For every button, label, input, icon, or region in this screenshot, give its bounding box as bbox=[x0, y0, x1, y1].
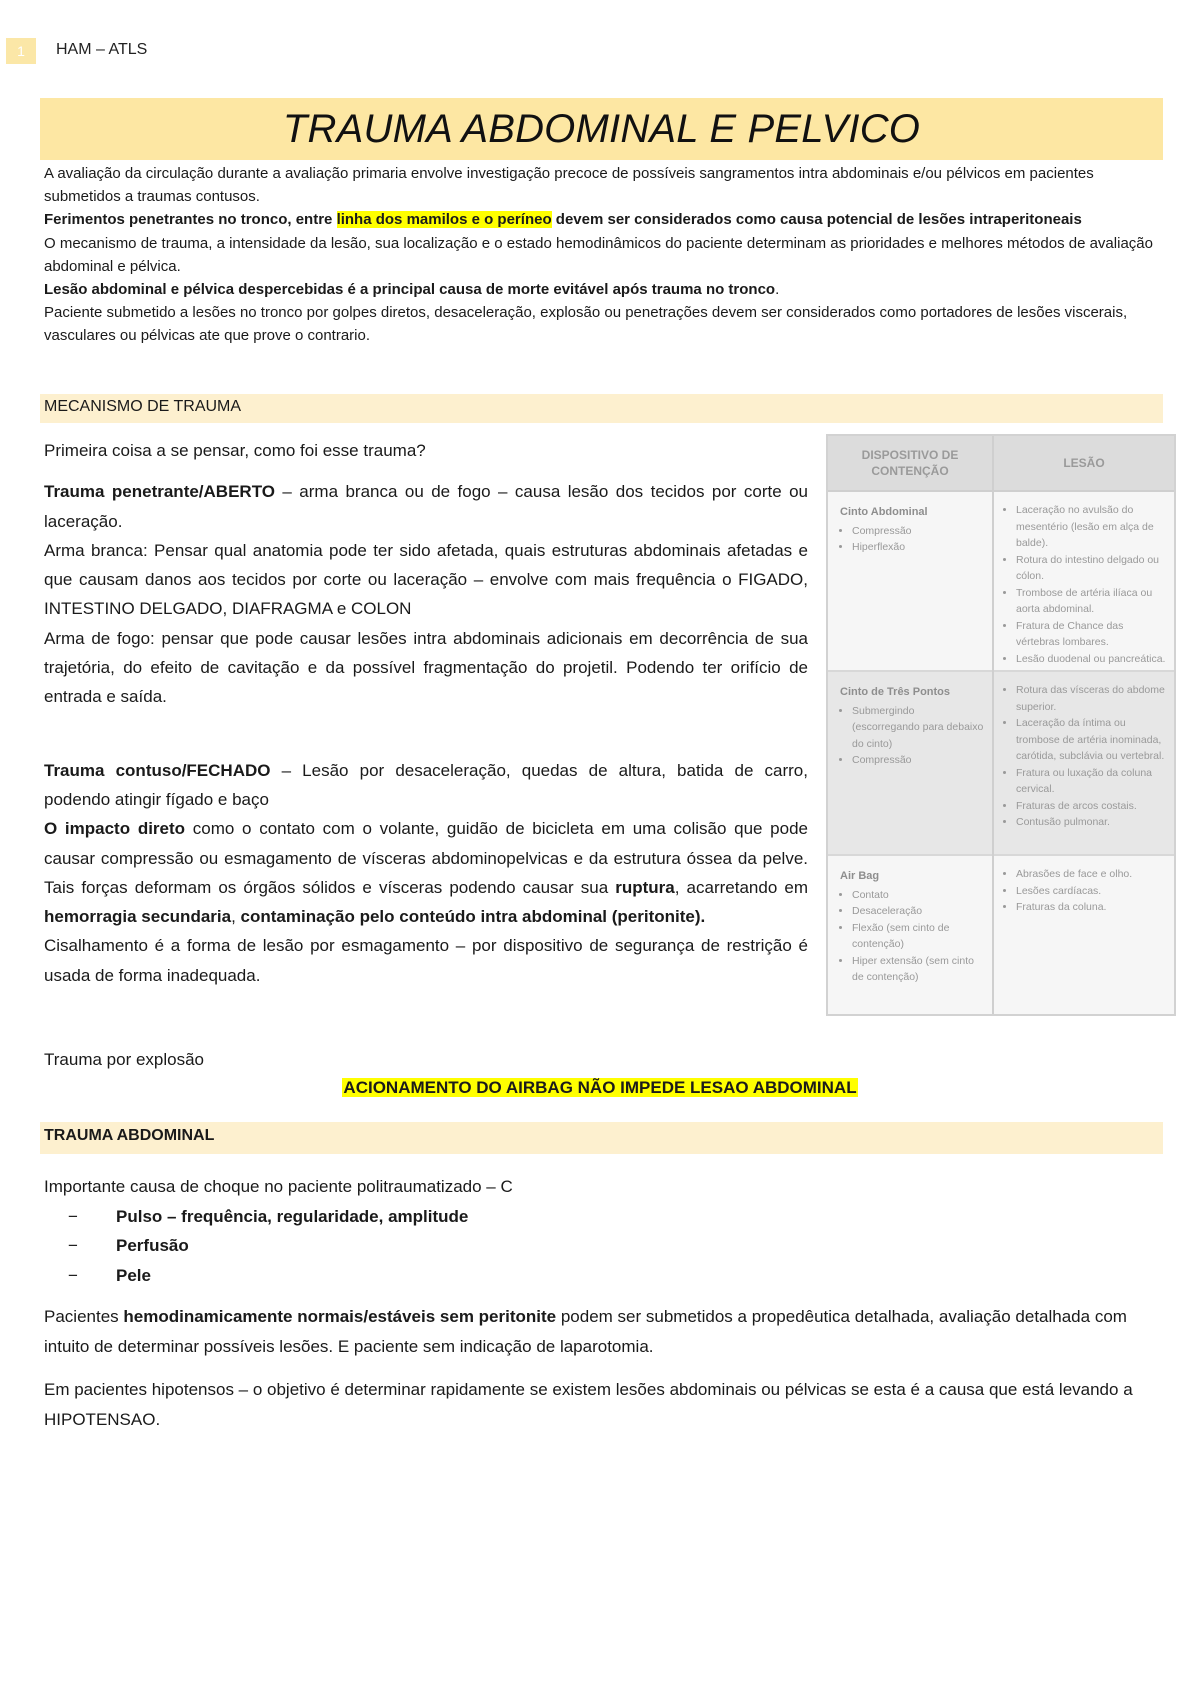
list-item: • Flexão (sem cinto de contenção) bbox=[852, 920, 984, 953]
penetrating-paragraph bbox=[44, 477, 808, 536]
list-item: • Lesões cardíacas. bbox=[1016, 883, 1170, 900]
mechanism-list bbox=[840, 887, 984, 986]
page-header bbox=[0, 38, 1200, 66]
list-item: • Contato bbox=[852, 887, 984, 904]
airbag-callout bbox=[0, 1078, 1200, 1098]
table-row bbox=[828, 672, 1174, 856]
document-title-bar bbox=[40, 98, 1163, 160]
penetrating-text: – arma branca ou de fogo – causa lesão dos tecidos por corte ou laceração. bbox=[44, 482, 808, 531]
list-item: • Hiper extensão (sem cinto de contenção) bbox=[852, 953, 984, 986]
list-item: • Fratura ou luxação da coluna cervical. bbox=[1016, 765, 1170, 798]
intro-p4-end: . bbox=[775, 281, 780, 299]
device-cell bbox=[840, 684, 984, 769]
section-heading-text: MECANISMO DE TRAUMA bbox=[44, 398, 242, 415]
intro-paragraph-3: O mecanismo de trauma, a intensidade da lesão, sua localização e o estado hemodinâmicos do paciente determinam as prioridades e melhores métodos de avaliação abdominal e pélvica. bbox=[44, 234, 1153, 275]
white-weapon-paragraph: Arma branca: Pensar qual anatomia pode ter sido afetada, quais estruturas abdominais afetadas e que causam danos aos tecidos por corte ou laceração – envolve com mais frequência o FIGADO, INTESTINO DELGADO, DIAFRAGMA e COLON bbox=[44, 540, 808, 619]
table-header-device: DISPOSITIVO DE CONTENÇÃO bbox=[861, 448, 959, 478]
hemorrhage-text: hemorragia secundaria bbox=[44, 907, 232, 927]
hypotensive-paragraph: Em pacientes hipotensos – o objetivo é determinar rapidamente se existem lesões abdominais ou pélvicas se esta é a causa que está levando a HIPOTENSAO. bbox=[44, 1380, 1133, 1429]
intro-paragraph-1: A avaliação da circulação durante a avaliação primaria envolve investigação precoce de possíveis sangramentos intra abdominais e/ou pélvicos em pacientes submetidos a traumas contusos. bbox=[44, 165, 1094, 206]
list-item: • Compressão bbox=[852, 752, 984, 769]
restraint-device-table bbox=[826, 434, 1176, 1016]
rupture-text: ruptura bbox=[615, 877, 675, 897]
table-row bbox=[828, 492, 1174, 672]
device-cell bbox=[840, 868, 984, 986]
firearm-paragraph: Arma de fogo: pensar que pode causar lesões intra abdominais adicionais em decorrência de sua trajetória, do efeito de cavitação e da possível fragmentação do projetil. Podendo ter orifício de entrada e saída. bbox=[44, 628, 808, 707]
table-row bbox=[828, 856, 1174, 1014]
dash-marker: − bbox=[68, 1206, 78, 1226]
explosion-text: Trauma por explosão bbox=[44, 1050, 205, 1069]
injury-cell bbox=[1004, 866, 1170, 916]
stable-text-start: Pacientes bbox=[44, 1307, 124, 1326]
document-title: TRAUMA ABDOMINAL E PELVICO bbox=[282, 107, 921, 151]
spacer bbox=[44, 712, 808, 756]
list-item: • Laceração no avulsão do mesentério (lesão em alça de balde). bbox=[1016, 502, 1170, 552]
table-header bbox=[828, 436, 1174, 492]
assessment-list bbox=[44, 1202, 1164, 1291]
intro-p2-end: devem ser considerados como causa potencial de lesões intraperitoneais bbox=[551, 211, 1082, 229]
abdominal-intro: Importante causa de choque no paciente politraumatizado – C bbox=[44, 1177, 513, 1196]
airbag-highlight: ACIONAMENTO DO AIRBAG NÃO IMPEDE LESAO ABDOMINAL bbox=[343, 1078, 857, 1097]
list-item: • Contusão pulmonar. bbox=[1016, 814, 1170, 831]
intro-p4-bold: Lesão abdominal e pélvica despercebidas é a principal causa de morte evitável após trauma no tronco bbox=[44, 281, 776, 299]
mechanism-section bbox=[44, 436, 808, 990]
list-item: • Fraturas de arcos costais. bbox=[1016, 798, 1170, 815]
section-heading-mechanism bbox=[40, 394, 1163, 423]
blunt-label: Trauma contuso/FECHADO bbox=[44, 760, 271, 780]
impact-comma-2: , bbox=[231, 907, 241, 927]
device-name: Air Bag bbox=[840, 870, 880, 882]
shear-paragraph: Cisalhamento é a forma de lesão por esmagamento – por dispositivo de segurança de restrição é usada de forma inadequada. bbox=[44, 936, 808, 985]
intro-section bbox=[44, 162, 1164, 348]
stable-patients-paragraph bbox=[44, 1302, 1164, 1361]
intro-paragraph-5: Paciente submetido a lesões no tronco por golpes diretos, desaceleração, explosão ou penetrações devem ser considerados como portadores de lesões viscerais, vasculares ou pélvicas ate que prove o contrario. bbox=[44, 304, 1128, 345]
impact-text: como o contato com o volante, guidão de bicicleta em uma colisão que pode causar compressão ou esmagamento de vísceras abdominopelvicas e da estrutura óssea da pelve. Tais forças deformam os órgãos sólidos e vísceras podendo causar sua bbox=[44, 819, 809, 897]
list-item bbox=[44, 1261, 1164, 1291]
contamination-text: contaminação pelo conteúdo intra abdominal (peritonite). bbox=[240, 907, 706, 927]
list-item: • Fratura de Chance das vértebras lombares. bbox=[1016, 618, 1170, 651]
injury-list bbox=[1004, 866, 1170, 916]
blunt-paragraph bbox=[44, 756, 808, 815]
list-item: • Trombose de artéria ilíaca ou aorta abdominal. bbox=[1016, 585, 1170, 618]
penetrating-label: Trauma penetrante/ABERTO bbox=[44, 482, 275, 502]
list-item bbox=[44, 1202, 1164, 1232]
table-divider bbox=[992, 436, 994, 1014]
list-item: • Abrasões de face e olho. bbox=[1016, 866, 1170, 883]
device-name: Cinto de Três Pontos bbox=[840, 686, 951, 698]
impact-paragraph bbox=[44, 814, 808, 931]
list-item: • Rotura do intestino delgado ou cólon. bbox=[1016, 552, 1170, 585]
list-item: • Hiperflexão bbox=[852, 539, 984, 556]
list-item-text: Pulso – frequência, regularidade, amplitude bbox=[116, 1206, 469, 1226]
highlighted-text: linha dos mamilos e o períneo bbox=[336, 211, 552, 229]
list-item: • Rotura das vísceras do abdome superior. bbox=[1016, 682, 1170, 715]
injury-list bbox=[1004, 682, 1170, 831]
device-cell bbox=[840, 504, 984, 556]
section-heading-abdominal bbox=[40, 1122, 1163, 1154]
injury-list bbox=[1004, 502, 1170, 667]
list-item-text: Perfusão bbox=[116, 1236, 189, 1255]
list-item: • Compressão bbox=[852, 523, 984, 540]
stable-text-end: podem ser submetidos a propedêutica detalhada, avaliação detalhada com intuito de determinar possíveis lesões. E paciente sem indicação de laparotomia. bbox=[44, 1307, 1127, 1356]
impact-bold: O impacto direto bbox=[44, 819, 186, 839]
list-item bbox=[44, 1231, 1164, 1261]
mechanism-list bbox=[840, 523, 984, 556]
intro-paragraph-2 bbox=[44, 208, 1164, 231]
impact-comma: , acarretando em bbox=[674, 877, 808, 897]
page-number: 1 bbox=[6, 38, 36, 64]
device-name: Cinto Abdominal bbox=[840, 506, 928, 518]
intro-p2-start: Ferimentos penetrantes no tronco, entre bbox=[44, 211, 337, 229]
abdominal-section bbox=[44, 1172, 1164, 1434]
list-item: • Fraturas da coluna. bbox=[1016, 899, 1170, 916]
mechanism-list bbox=[840, 703, 984, 769]
injury-cell bbox=[1004, 682, 1170, 831]
list-item: • Submergindo (escorregando para debaixo do cinto) bbox=[852, 703, 984, 753]
list-item: • Lesão duodenal ou pancreática. bbox=[1016, 651, 1170, 668]
injury-cell bbox=[1004, 502, 1170, 667]
list-item-text: Pele bbox=[116, 1265, 151, 1285]
intro-paragraph-4 bbox=[44, 278, 1164, 301]
list-item: • Desaceleração bbox=[852, 903, 984, 920]
dash-marker: − bbox=[68, 1236, 78, 1255]
section-heading-text: TRAUMA ABDOMINAL bbox=[44, 1127, 215, 1144]
dash-marker: − bbox=[68, 1265, 78, 1285]
mechanism-question: Primeira coisa a se pensar, como foi esse trauma? bbox=[44, 441, 426, 460]
table-header-injury: LESÃO bbox=[1063, 456, 1105, 470]
header-title: HAM – ATLS bbox=[56, 41, 148, 58]
blunt-text: – Lesão por desaceleração, quedas de altura, batida de carro, podendo atingir fígado e baço bbox=[44, 760, 808, 809]
stable-bold: hemodinamicamente normais/estáveis sem peritonite bbox=[123, 1307, 557, 1326]
list-item: • Laceração da íntima ou trombose de artéria inominada, carótida, subclávia ou vertebral. bbox=[1016, 715, 1170, 765]
